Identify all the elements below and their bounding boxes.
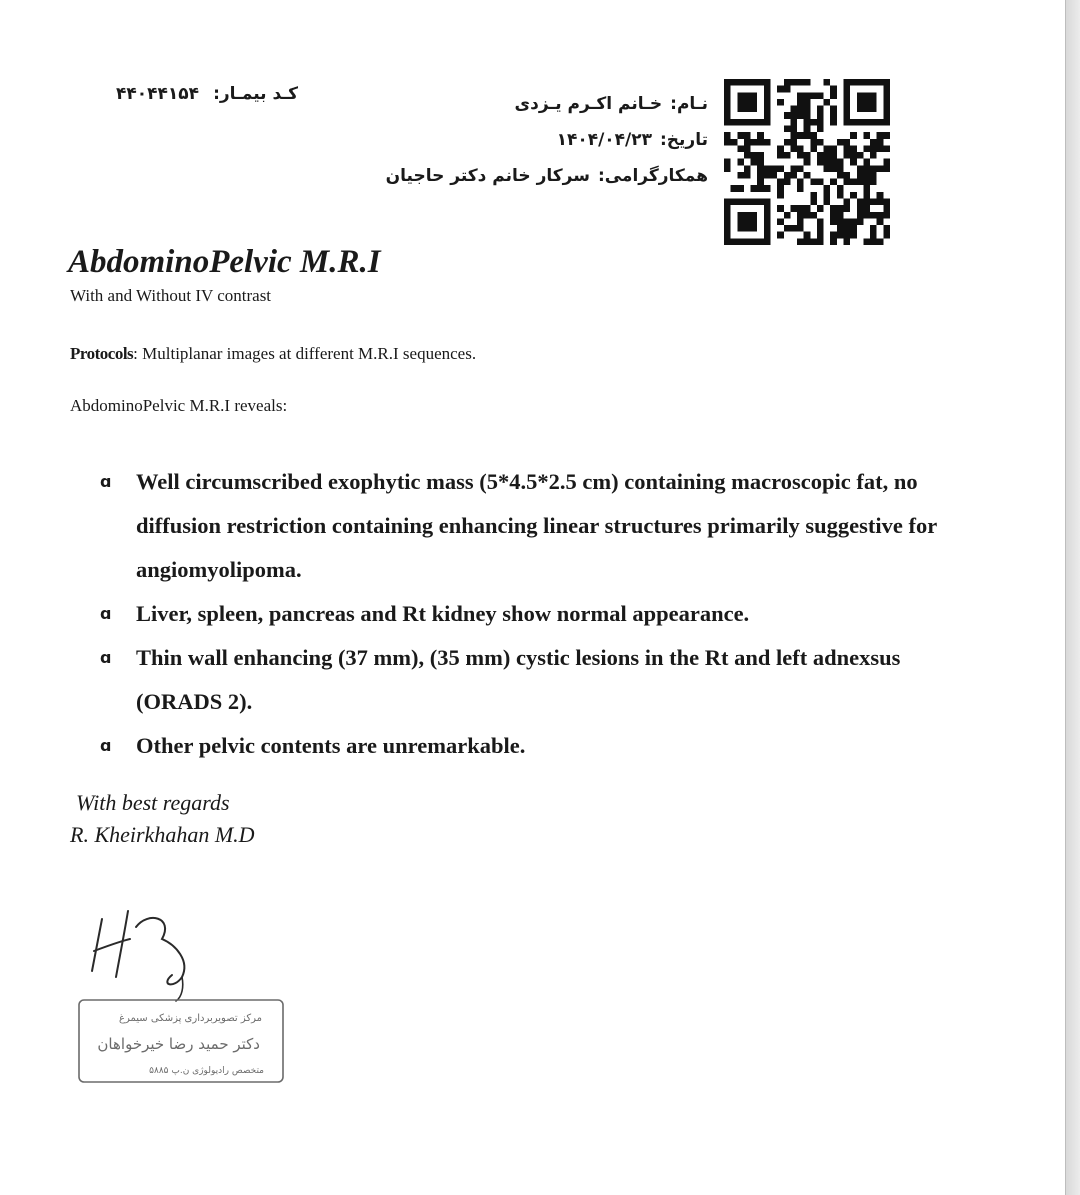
- page-edge-shadow: [1065, 0, 1080, 1195]
- report-date: ۱۴۰۴/۰۴/۲۳: [556, 130, 652, 150]
- reveals-line: AbdominoPelvic M.R.I reveals:: [70, 396, 288, 415]
- date-label: تاریخ:: [660, 130, 708, 150]
- finding-item: [100, 636, 980, 724]
- stamp-line-3: متخصص رادیولوژی ن.پ ۵۸۸۵: [149, 1066, 264, 1076]
- finding-text: Well circumscribed exophytic mass (5*4.5*2.5 cm) containing macroscopic fat, no diffusion restriction containing enhancing linear structures primarily suggestive for angiomyolipoma.: [136, 469, 937, 582]
- patient-code: [68, 84, 298, 104]
- signature-icon: [78, 905, 208, 1005]
- stamp-line-2: دکتر حمید رضا خیرخواهان: [97, 1035, 260, 1053]
- qr-code: [724, 79, 890, 245]
- referring-doctor: سرکار خانم دکتر حاجیان: [385, 166, 590, 186]
- protocols-text: : Multiplanar images at different M.R.I sequences.: [133, 344, 477, 363]
- finding-item: [100, 592, 980, 636]
- finding-text: Thin wall enhancing (37 mm), (35 mm) cystic lesions in the Rt and left adnexsus (ORADS 2).: [136, 645, 901, 714]
- bullet-icon: ɑ: [100, 604, 112, 623]
- closing-regards: With best regards: [76, 790, 230, 815]
- protocols-line: [70, 344, 476, 364]
- name-label: نـام:: [670, 94, 708, 114]
- protocols-label: Protocols: [70, 344, 134, 363]
- report-title: AbdominoPelvic M.R.I: [68, 244, 381, 280]
- bullet-icon: ɑ: [100, 736, 112, 755]
- finding-text: Other pelvic contents are unremarkable.: [136, 733, 526, 758]
- finding-text: Liver, spleen, pancreas and Rt kidney show normal appearance.: [136, 601, 750, 626]
- findings-list: [100, 460, 980, 768]
- finding-item: [100, 724, 980, 768]
- patient-name: خـانم اکـرم یـزدی: [514, 94, 663, 114]
- doctor-name: R. Kheirkhahan M.D: [70, 822, 255, 847]
- patient-name-row: [386, 86, 708, 122]
- finding-item: [100, 460, 980, 592]
- date-row: [386, 122, 708, 158]
- report-subtitle: With and Without IV contrast: [70, 286, 272, 305]
- stamp-line-1: مرکز تصویربرداری پزشکی سیمرغ: [119, 1013, 262, 1024]
- colleague-row: [386, 158, 708, 194]
- bullet-icon: ɑ: [100, 648, 112, 667]
- bullet-icon: ɑ: [100, 472, 112, 491]
- patient-code-label: کـد بیمـار:: [213, 84, 298, 104]
- patient-code-value: ۴۴۰۴۴۱۵۴: [116, 84, 200, 104]
- doctor-stamp: [76, 997, 286, 1085]
- patient-info: [386, 86, 708, 194]
- colleague-label: همکارگرامی:: [597, 166, 708, 186]
